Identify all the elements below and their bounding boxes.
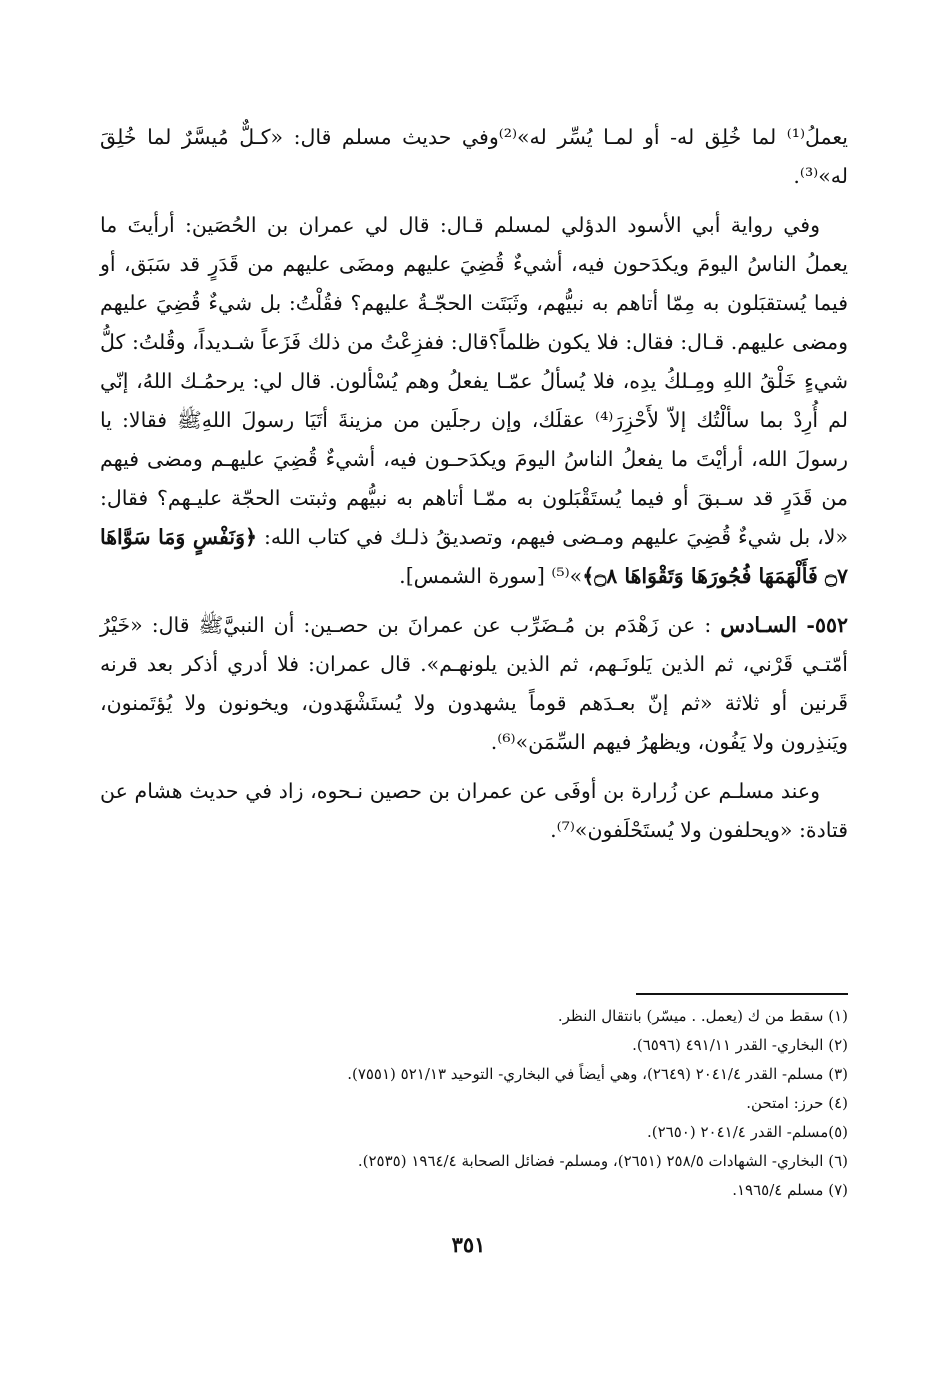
- footnote-4: (٤) حرز: امتحن.: [746, 1094, 848, 1112]
- quran-verse: ﴿وَنَفْسٍ وَمَا سَوَّاهَا ۝٧ فَأَلْهَمَهَا فُجُورَهَا وَتَقْوَاهَا ۝٨﴾: [100, 525, 848, 588]
- footnote-2: (٢) البخاري- القدر ٤٩١/١١ (٦٥٩٦).: [632, 1036, 848, 1054]
- footnotes-list: [100, 1002, 848, 1205]
- paragraph-3: [100, 606, 848, 762]
- section-text: : عن زَهْدَم بن مُـضَرِّب عن عمرانَ بن حصـين: أن النبيَّﷺ قال: «خَيْرُ أمّتـي قَرْني، ثم الذين يَلونَـهم، ثم الذين يلونهـم». قال عمران: فلا أدري أذكر بعد قرنه قَرنين أو ثلاثة «ثم إنّ بعـدَهم قوماً يشهدون ولا يُستَشْهَدون، ويخونون ولا يُؤتَمنون، ويَنذِرون ولا يَفُون، ويظهرُ فيهم السِّمَن»⁽⁶⁾.: [100, 613, 848, 754]
- section-heading: ٥٥٢- السـادس: [720, 613, 848, 637]
- footnote-1: (١) سقط من ك (يعمل. . ميسّر) بانتقال النظر.: [557, 1007, 848, 1025]
- footnote-5: (٥)مسلم- القدر ٢٠٤١/٤ (٢٦٥٠).: [646, 1123, 848, 1141]
- footnote-divider: [636, 993, 848, 995]
- verse-closing: »⁽⁵⁾: [551, 564, 583, 588]
- paragraph-1: يعملُ⁽¹⁾ لما خُلِق له- أو لمـا يُسِّر له»⁽²⁾وفي حديث مسلم قال: «كـلٌّ مُيسَّرٌ لما خُلِقَ له»⁽³⁾.: [100, 125, 849, 188]
- footnote-3: (٣) مسلم- القدر ٢٠٤١/٤ (٢٦٤٩)، وهي أيضاً في البخاري- التوحيد ٥٢١/١٣ (٧٥٥١).: [347, 1065, 848, 1083]
- paragraph-4: وعند مسلـم عن زُرارة بن أوفَى عن عمران بن حصين نـحوه، زاد في حديث هشام عن قتادة: «ويحلفون ولا يُستَحْلَفون»⁽⁷⁾.: [100, 779, 848, 842]
- footnote-6: (٦) البخاري- الشهادات ٢٥٨/٥ (٢٦٥١)، ومسلم- فضائل الصحابة ١٩٦٤/٤ (٢٥٣٥).: [357, 1152, 848, 1170]
- main-text: [100, 118, 848, 860]
- footnote-7: (٧) مسلم ١٩٦٥/٤.: [732, 1181, 848, 1199]
- page-number: ٣٥١: [451, 1232, 486, 1257]
- paragraph-2: [100, 206, 848, 596]
- surah-reference: [سورة الشمس].: [399, 564, 552, 588]
- paragraph-2-text: وفي رواية أبي الأسود الدؤلي لمسلم قـال: قال لي عمران بن الحُصَين: أرأيتَ ما يعملُ الناسُ اليومَ ويكدَحون فيه، أشيءٌ قُضِيَ عليهم ومضَى عليهم من قَدَرٍ قد سَبَق، أو فيما يُستقبَلون به مِمّا أتاهم به نبيُّهم، وثَبَتَت الحجّـةُ عليهم؟ فقُلْتُ: بل شيءٌ قُضِيَ عليهم ومضى عليهم. قـال: فقال: فلا يكون ظلماً؟قال: ففزِعْتُ من ذلك فَزَعاً شـديداً، وقُلتُ: كلُّ شيءٍ خَلْقُ اللهِ ومِـلكُ يدِه، فلا يُسألُ عمّـا يفعلُ وهم يُسْألون. قال لي: يرحمُـك اللهُ، إنّي لم أُرِدْ بما سألْتُك إلاّ لأَحْزِرَ⁽⁴⁾ عقلَك، وإن رجلَين من مزينةَ أتَيَا رسولَ اللهِﷺ فقالا: يا رسولَ الله، أرأيْتَ ما يفعلُ الناسُ اليومَ ويكدَحـون فيه، أشيءٌ قُضِيَ عليهـم ومضى فيهم من قَدَرٍ قد سـبقَ أو فيما يُستَقْبَلون به ممّـا أتاهم به نبيُّهم وثبتت الحجّة عليـهم؟ فقال: «لا، بل شيءٌ قُضِيَ عليهم ومـضى فيهم، وتصديقُ ذلـك في كتاب الله:: [100, 213, 848, 549]
